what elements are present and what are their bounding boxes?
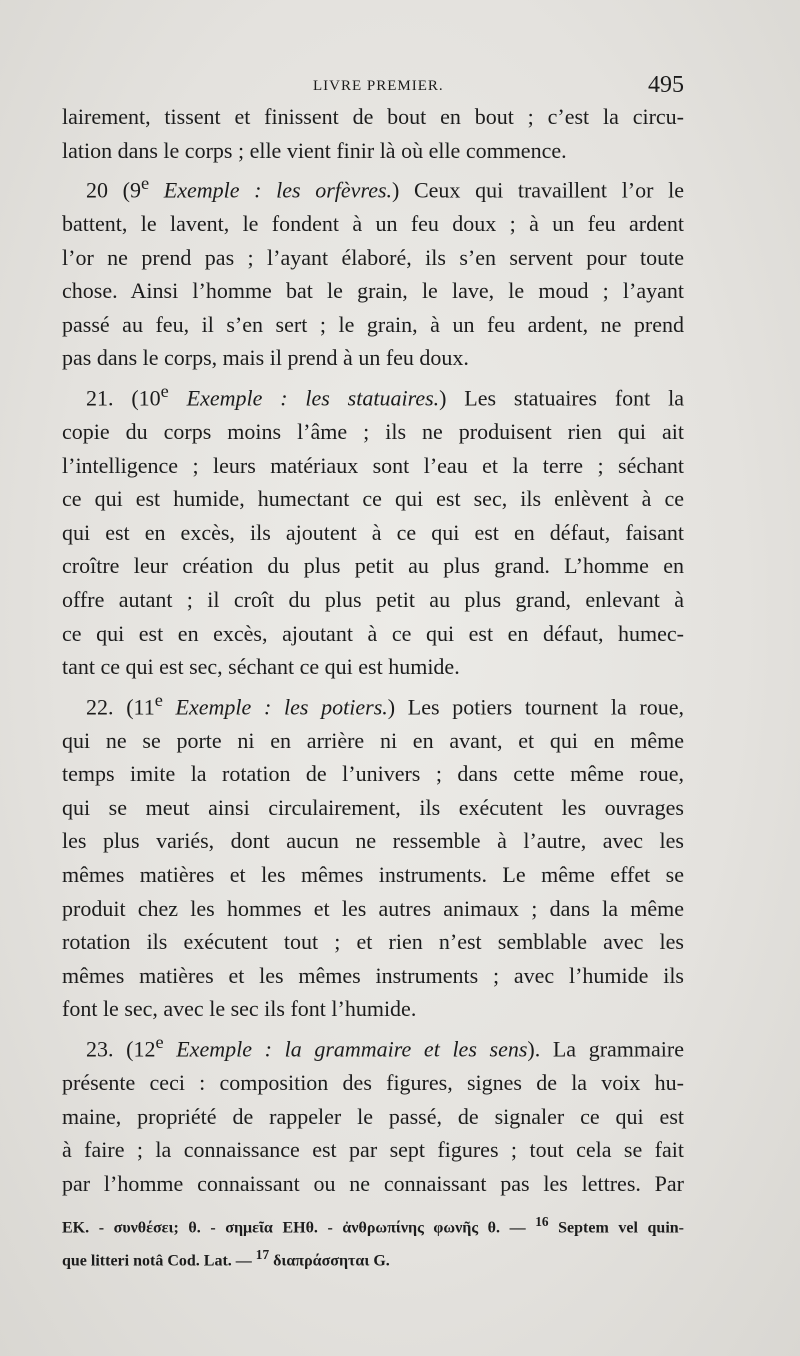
footnote-line [62,1241,684,1274]
text-line: copie du corps moins l’âme ; ils ne produisent rien qui ait [62,419,684,444]
section-heading-line [62,375,684,415]
example-title: Exemple : les statuaires. [168,385,440,411]
example-title: Exemple : les potiers. [162,694,388,720]
section-heading-line [62,684,684,724]
footnote-text: Septem vel quin- [548,1219,684,1237]
footnote-number: 17 [255,1247,270,1263]
section-heading-line [62,1026,684,1066]
text-line: battent, le lavent, le fondent à un feu doux ; à un feu ardent [62,211,684,237]
section-number: 21. (10 [86,385,161,411]
text-line: chose. Ainsi l’homme bat le grain, le lave, le moud ; l’ayant [62,278,684,304]
text-line: mêmes matières et les mêmes instruments ; avec l’humide ils [62,962,684,988]
body-text [62,100,684,1200]
text-line: l’intelligence ; leurs matériaux sont l’eau et la terre ; séchant [62,452,684,478]
section-number: 22. (11 [86,694,155,720]
text-line: passé au feu, il s’en sert ; le grain, à un feu ardent, ne prend [62,311,684,337]
text-line: présente ceci : composition des figures, signes de la voix hu- [62,1069,684,1095]
text-line: à faire ; la connaissance est par sept figures ; tout cela se fait [62,1137,684,1163]
text-line: tant ce qui est sec, séchant ce qui est humide. [62,654,460,680]
text-line: rotation ils exécutent tout ; et rien n’est semblable avec les [62,929,684,955]
text-line: qui se meut ainsi circulairement, ils exécutent les ouvrages [62,794,684,820]
footnote-number: 16 [535,1214,549,1229]
text-line: ce qui est humide, humectant ce qui est sec, ils enlèvent à ce [62,486,684,512]
ordinal-superscript: e [155,1032,164,1053]
section-text: ). La grammaire [527,1036,684,1062]
text-line: l’or ne prend pas ; l’ayant élaboré, ils s’en servent pour toute [62,244,684,270]
text-line: font le sec, avec le sec ils font l’humide. [62,996,417,1022]
section-text: ) Ceux qui travaillent l’or le [392,177,684,203]
example-title: Exemple : la grammaire et les sens [163,1036,528,1062]
text-line: mêmes matières et les mêmes instruments. Le même effet se [62,862,684,888]
text-line: qui est en excès, ils ajoutent à ce qui est en défaut, faisant [62,519,684,545]
text-line: lation dans le corps ; elle vient finir là où elle commence. [62,137,567,163]
page-number: 495 [648,72,684,98]
ordinal-superscript: e [154,689,163,710]
example-title: Exemple : les orfèvres. [149,177,393,203]
section-heading-line [62,167,684,207]
text-line: croître leur création du plus petit au plus grand. L’homme en [62,553,684,579]
footnote-text: EK. - συνθέσει; θ. - σημεῖα EHθ. - ἀνθρωπίνης φωνῆς θ. — [62,1219,536,1237]
ordinal-superscript: e [160,381,169,402]
text-line: pas dans le corps, mais il prend à un feu doux. [62,345,469,371]
section-text: ) Les potiers tournent la roue, [387,694,685,720]
text-line: temps imite la rotation de l’univers ; dans cette même roue, [62,761,684,787]
text-line: ce qui est en excès, ajoutant à ce qui est en défaut, humec- [62,620,684,646]
text-line: maine, propriété de rappeler le passé, de signaler ce qui est [62,1103,684,1129]
footnotes [62,1208,684,1275]
text-line: par l’homme connaissant ou ne connaissant pas les lettres. Par [62,1170,684,1196]
text-line: lairement, tissent et finissent de bout en bout ; c’est la circu- [62,104,684,129]
text-line: les plus variés, dont aucun ne ressemble à l’autre, avec les [62,828,684,854]
footnote-line [62,1208,684,1241]
footnote-text: que litteri notâ Cod. Lat. — [62,1252,256,1270]
section-number: 23. (12 [86,1036,156,1062]
section-number: 20 (9 [86,177,141,203]
ordinal-superscript: e [140,173,150,194]
text-line: produit chez les hommes et les autres animaux ; dans la même [62,895,684,921]
running-title: LIVRE PREMIER. [313,78,444,94]
section-text: ) Les statuaires font la [439,385,684,411]
footnote-text: διαπράσσηται G. [269,1252,390,1270]
text-line: qui ne se porte ni en arrière ni en avant, et qui en même [62,727,684,753]
text-line: offre autant ; il croît du plus petit au plus grand, enlevant à [62,586,684,612]
running-header [0,72,800,102]
